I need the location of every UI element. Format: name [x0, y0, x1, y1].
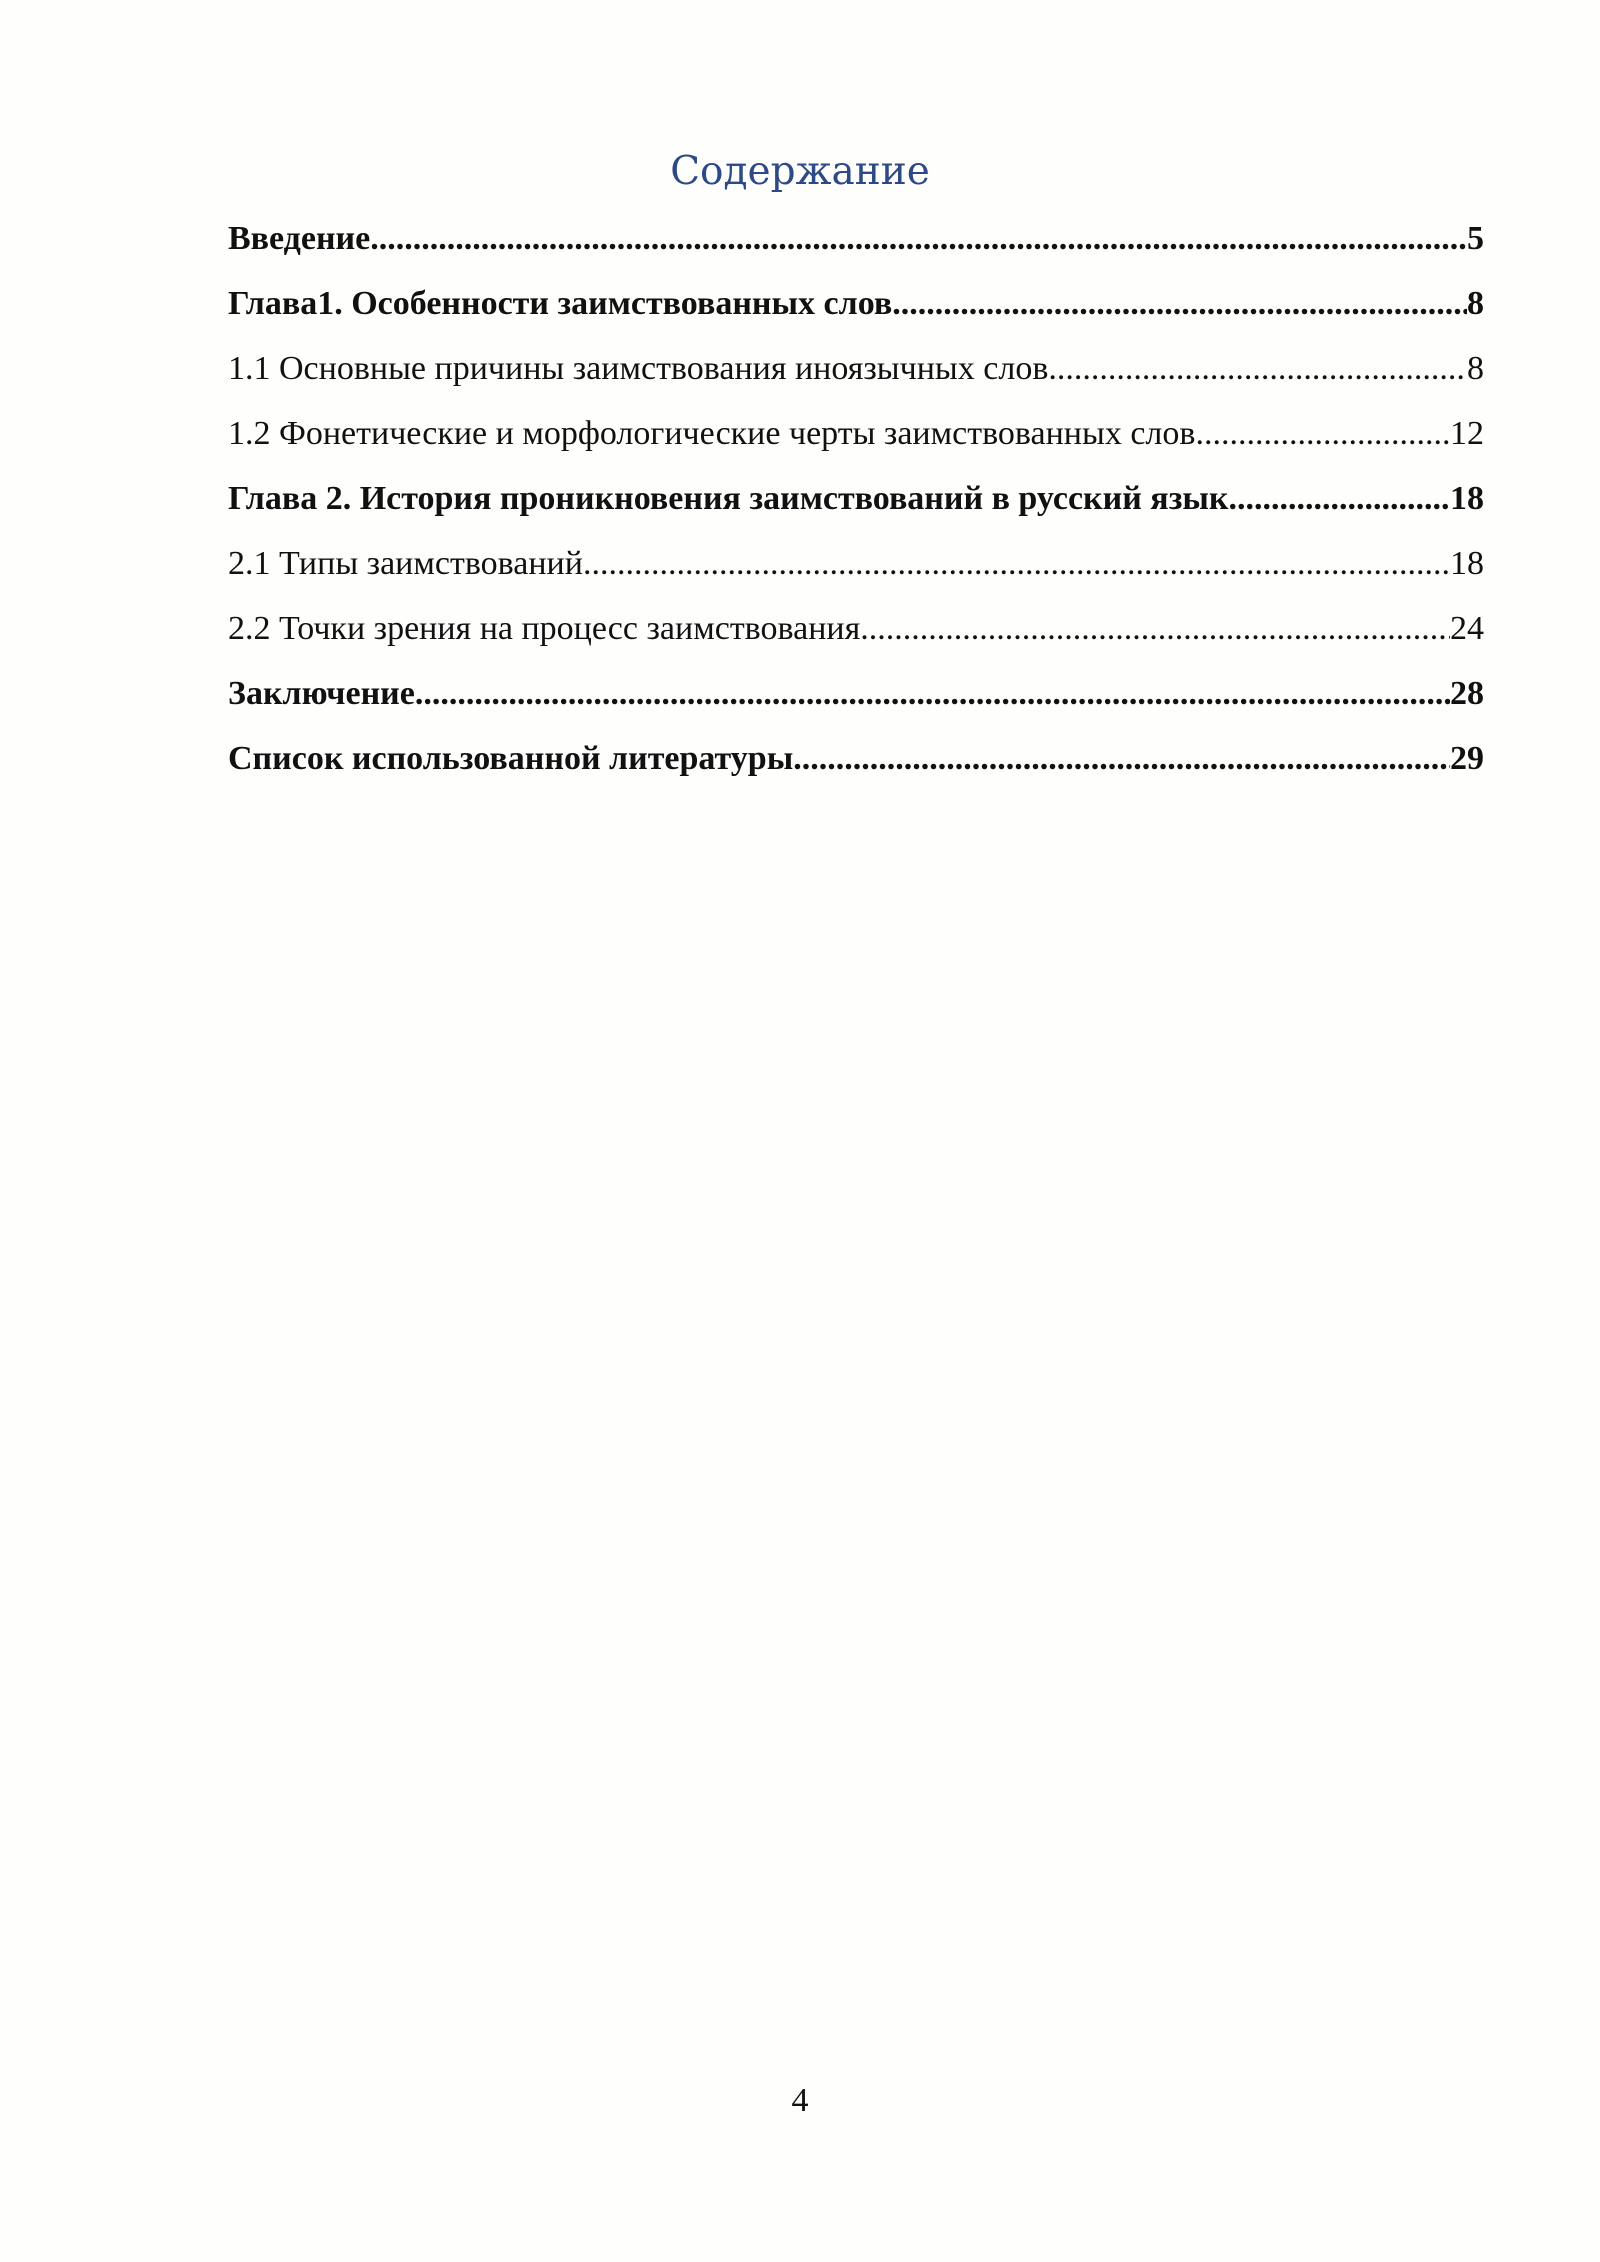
toc-entry-page: 8	[1467, 285, 1484, 322]
toc-entry-section-2-1[interactable]	[228, 541, 1484, 606]
toc-entry-page: 28	[1450, 675, 1484, 712]
toc-entry-label: Глава 2. История проникновения заимствований в русский язык	[228, 480, 1229, 517]
toc-entry-section-2-2[interactable]	[228, 606, 1484, 671]
toc-entry-chapter-1[interactable]	[228, 281, 1484, 346]
toc-entry-section-1-2[interactable]	[228, 411, 1484, 476]
toc-entry-label: Заключение	[228, 675, 415, 712]
toc-entry-introduction[interactable]	[228, 216, 1484, 281]
toc-entry-section-1-1[interactable]	[228, 346, 1484, 411]
toc-heading: Содержание	[670, 149, 930, 194]
toc-entry-label: Введение	[228, 220, 371, 257]
toc-entry-label: 1.2 Фонетические и морфологические черты заимствованных слов	[228, 415, 1196, 452]
page-number: 4	[791, 2082, 809, 2119]
table-of-contents	[228, 216, 1484, 801]
toc-dot-leader	[1229, 476, 1451, 522]
toc-entry-page: 18	[1450, 480, 1484, 517]
toc-dot-leader	[892, 281, 1467, 327]
toc-entry-page: 18	[1450, 545, 1484, 582]
toc-entry-label: 2.2 Точки зрения на процесс заимствования	[228, 610, 861, 647]
toc-dot-leader	[370, 216, 1467, 262]
toc-entry-page: 8	[1467, 350, 1484, 387]
toc-dot-leader	[1195, 411, 1450, 457]
toc-entry-page: 24	[1450, 610, 1484, 647]
toc-entry-label: 2.1 Типы заимствований	[228, 545, 583, 582]
toc-entry-conclusion[interactable]	[228, 671, 1484, 736]
toc-entry-chapter-2[interactable]	[228, 476, 1484, 541]
toc-entry-bibliography[interactable]	[228, 736, 1484, 801]
toc-entry-label: Глава1. Особенности заимствованных слов	[228, 285, 893, 322]
toc-entry-label: 1.1 Основные причины заимствования иноязычных слов	[228, 350, 1049, 387]
toc-entry-page: 29	[1450, 740, 1484, 777]
toc-entry-page: 5	[1467, 220, 1484, 257]
toc-dot-leader	[415, 671, 1450, 717]
toc-entry-label: Список использованной литературы	[228, 740, 794, 777]
toc-entry-page: 12	[1450, 415, 1484, 452]
toc-dot-leader	[860, 606, 1450, 652]
toc-dot-leader	[583, 541, 1450, 587]
toc-dot-leader	[1048, 346, 1467, 392]
toc-dot-leader	[793, 736, 1450, 782]
